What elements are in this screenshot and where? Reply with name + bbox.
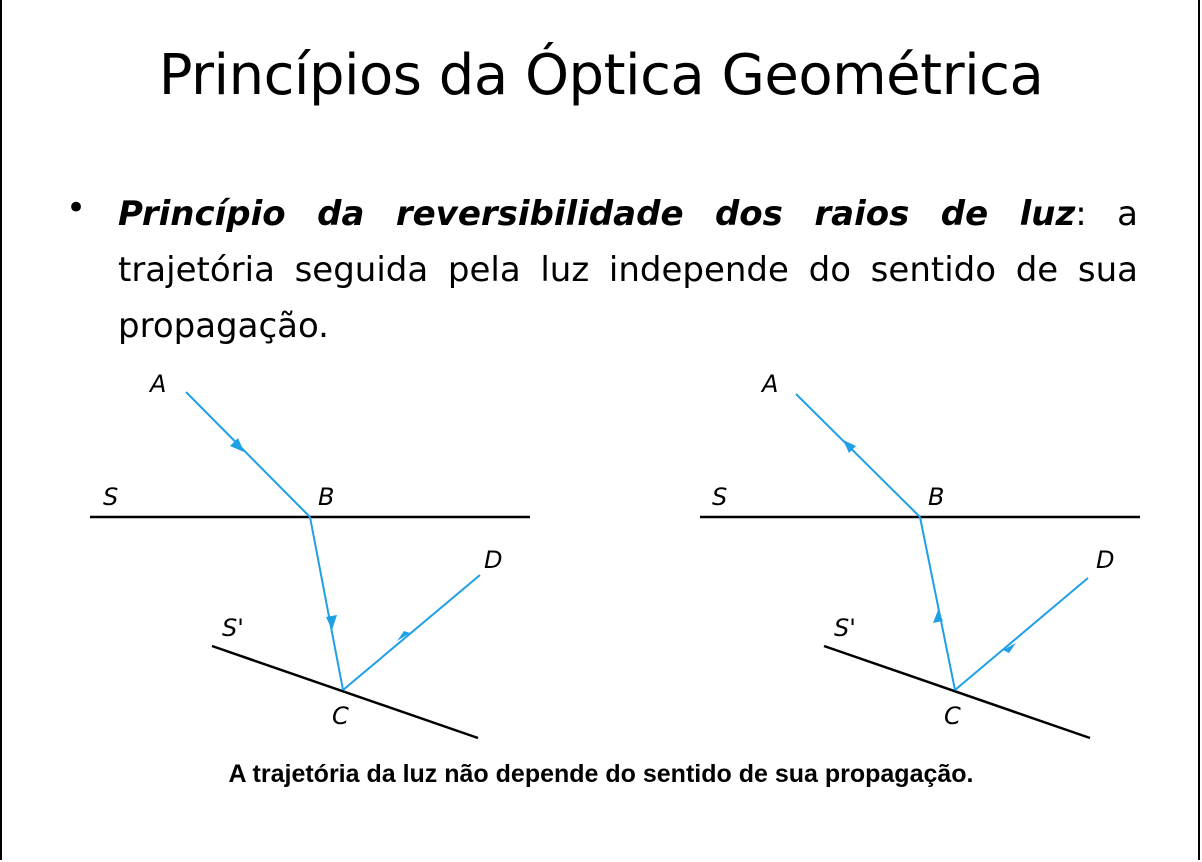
right-ray-bc [920, 517, 955, 690]
left-arrow-ab [230, 438, 244, 452]
right-ray-cd [955, 578, 1088, 690]
right-label-d: D [1096, 546, 1115, 574]
right-label-c: C [944, 702, 961, 730]
right-label-a: A [762, 370, 779, 398]
left-label-s-prime: S' [222, 614, 244, 642]
right-label-s: S [712, 483, 728, 511]
left-diagram [90, 370, 530, 738]
left-label-a: A [150, 370, 167, 398]
left-label-d: D [484, 546, 503, 574]
right-label-s-prime: S' [834, 614, 856, 642]
bullet-term: Princípio da reversibilidade dos raios de luz [118, 194, 1076, 234]
left-ray-cd [343, 575, 480, 690]
left-label-s: S [103, 483, 119, 511]
right-label-b: B [928, 483, 945, 511]
bullet-marker: • [66, 188, 87, 228]
bullet-text: a trajetória seguida pela luz independe do sentido de sua propagação. [118, 194, 1138, 346]
left-ray-bc [310, 517, 343, 690]
right-arrow-cb [933, 610, 943, 623]
left-arrow-bc [326, 615, 337, 630]
figure-caption: A trajetória da luz não depende do sentido de sua propagação. [228, 760, 974, 788]
left-label-b: B [318, 483, 335, 511]
slide-title: Princípios da Óptica Geométrica [158, 43, 1044, 108]
right-diagram [700, 370, 1140, 738]
left-ray-ab [186, 392, 310, 517]
left-label-c: C [332, 702, 349, 730]
bullet-colon: : [1075, 194, 1087, 234]
right-ray-ab [796, 394, 920, 517]
